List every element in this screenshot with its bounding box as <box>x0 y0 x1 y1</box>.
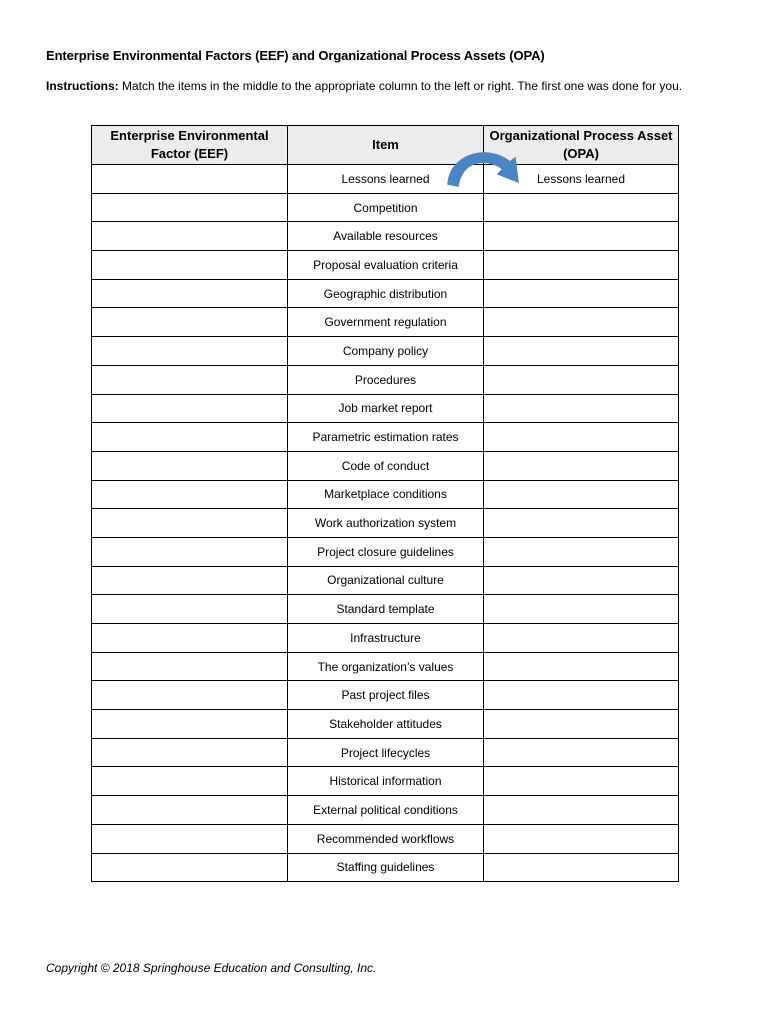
eef-cell <box>92 652 288 681</box>
table-row <box>92 738 679 767</box>
opa-cell <box>484 681 679 710</box>
eef-cell <box>92 710 288 739</box>
table-row <box>92 595 679 624</box>
item-cell: External political conditions <box>288 796 484 825</box>
opa-cell <box>484 796 679 825</box>
item-cell: Project lifecycles <box>288 738 484 767</box>
eef-cell <box>92 279 288 308</box>
item-cell: Standard template <box>288 595 484 624</box>
table-row <box>92 480 679 509</box>
eef-cell <box>92 509 288 538</box>
header-eef: Enterprise Environmental Factor (EEF) <box>92 126 288 165</box>
eef-cell <box>92 251 288 280</box>
item-cell: Parametric estimation rates <box>288 423 484 452</box>
opa-cell <box>484 509 679 538</box>
curved-arrow-icon <box>440 146 530 192</box>
opa-cell <box>484 767 679 796</box>
eef-cell <box>92 193 288 222</box>
opa-cell <box>484 365 679 394</box>
table-row <box>92 423 679 452</box>
item-cell: Staffing guidelines <box>288 853 484 882</box>
table-row <box>92 165 679 194</box>
table-row <box>92 509 679 538</box>
opa-cell: Lessons learned <box>484 165 679 194</box>
item-cell: Job market report <box>288 394 484 423</box>
table-row <box>92 451 679 480</box>
item-cell: Government regulation <box>288 308 484 337</box>
table-row <box>92 308 679 337</box>
item-cell: Infrastructure <box>288 624 484 653</box>
item-cell: Company policy <box>288 337 484 366</box>
item-cell: Organizational culture <box>288 566 484 595</box>
table-row <box>92 537 679 566</box>
eef-cell <box>92 423 288 452</box>
eef-cell <box>92 566 288 595</box>
item-cell: Procedures <box>288 365 484 394</box>
instructions <box>46 77 716 95</box>
table-row <box>92 624 679 653</box>
opa-cell <box>484 451 679 480</box>
table-body <box>92 165 679 882</box>
opa-cell <box>484 738 679 767</box>
eef-cell <box>92 451 288 480</box>
opa-cell <box>484 337 679 366</box>
instructions-text: Match the items in the middle to the appropriate column to the left or right. The first one was done for you. <box>122 79 683 93</box>
eef-cell <box>92 853 288 882</box>
table-row <box>92 652 679 681</box>
opa-cell <box>484 537 679 566</box>
eef-cell <box>92 394 288 423</box>
table-row <box>92 796 679 825</box>
item-cell: The organization’s values <box>288 652 484 681</box>
table-row <box>92 394 679 423</box>
table-row <box>92 710 679 739</box>
eef-cell <box>92 165 288 194</box>
header-opa: Organizational Process Asset (OPA) <box>484 126 679 165</box>
item-cell: Work authorization system <box>288 509 484 538</box>
header-row <box>92 126 679 165</box>
eef-cell <box>92 681 288 710</box>
table-row <box>92 853 679 882</box>
opa-cell <box>484 480 679 509</box>
instructions-label: Instructions: <box>46 79 119 93</box>
arrow-shape <box>448 153 518 186</box>
item-cell: Available resources <box>288 222 484 251</box>
eef-cell <box>92 480 288 509</box>
opa-cell <box>484 251 679 280</box>
opa-cell <box>484 308 679 337</box>
item-cell: Stakeholder attitudes <box>288 710 484 739</box>
item-cell: Past project files <box>288 681 484 710</box>
opa-cell <box>484 853 679 882</box>
opa-cell <box>484 423 679 452</box>
table-row <box>92 681 679 710</box>
opa-cell <box>484 652 679 681</box>
eef-cell <box>92 337 288 366</box>
item-cell: Proposal evaluation criteria <box>288 251 484 280</box>
table-row <box>92 365 679 394</box>
opa-cell <box>484 193 679 222</box>
eef-cell <box>92 537 288 566</box>
eef-cell <box>92 624 288 653</box>
table-row <box>92 767 679 796</box>
item-cell: Historical information <box>288 767 484 796</box>
eef-cell <box>92 824 288 853</box>
opa-cell <box>484 394 679 423</box>
eef-cell <box>92 595 288 624</box>
opa-cell <box>484 222 679 251</box>
eef-cell <box>92 222 288 251</box>
item-cell: Geographic distribution <box>288 279 484 308</box>
table-row <box>92 337 679 366</box>
opa-cell <box>484 566 679 595</box>
table-row <box>92 824 679 853</box>
matching-table <box>91 125 679 882</box>
opa-cell <box>484 595 679 624</box>
item-cell: Competition <box>288 193 484 222</box>
eef-cell <box>92 308 288 337</box>
eef-cell <box>92 738 288 767</box>
item-cell: Marketplace conditions <box>288 480 484 509</box>
header-item: Item <box>288 126 484 165</box>
table-row <box>92 222 679 251</box>
item-cell: Project closure guidelines <box>288 537 484 566</box>
opa-cell <box>484 279 679 308</box>
table-row <box>92 279 679 308</box>
opa-cell <box>484 710 679 739</box>
item-cell: Code of conduct <box>288 451 484 480</box>
opa-cell <box>484 824 679 853</box>
table-row <box>92 566 679 595</box>
table-row <box>92 251 679 280</box>
item-cell: Recommended workflows <box>288 824 484 853</box>
eef-cell <box>92 767 288 796</box>
document-title: Enterprise Environmental Factors (EEF) and Organizational Process Assets (OPA) <box>46 48 545 63</box>
table-row <box>92 193 679 222</box>
copyright-notice: Copyright © 2018 Springhouse Education and Consulting, Inc. <box>46 961 377 975</box>
eef-cell <box>92 365 288 394</box>
opa-cell <box>484 624 679 653</box>
eef-cell <box>92 796 288 825</box>
item-cell: Lessons learned <box>288 165 484 194</box>
